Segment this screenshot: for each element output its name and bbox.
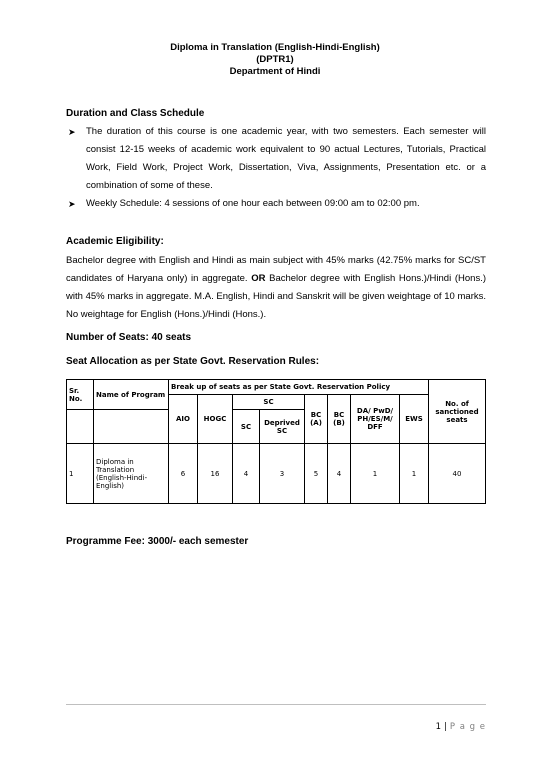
footer-separator: | [444, 722, 447, 732]
allocation-heading: Seat Allocation as per State Govt. Reservation Rules: [66, 356, 320, 367]
list-item [66, 123, 486, 195]
eligibility-text-part2: Bachelor degree with English Hons.)/Hindi (Hons.) with 45% marks in aggregate. M.A. English, Hindi and Sanskrit will be given weightage of 10 marks. No weightage for English (Hons.)/Hindi (Hons.). [66, 273, 486, 320]
cell-program-name: Diploma in Translation (English-Hindi-English) [94, 444, 169, 504]
cell-bc-b: 4 [328, 444, 351, 504]
cell-aio: 6 [169, 444, 198, 504]
fee-heading: Programme Fee: 3000/- each semester [66, 536, 249, 547]
arrow-bullet-icon: ➤ [68, 199, 76, 209]
header-program-name: Name of Program [94, 380, 169, 410]
header-sc-group: SC [233, 395, 305, 410]
header-blank [94, 410, 169, 444]
cell-sr-no: 1 [67, 444, 94, 504]
header-deprived-sc: Deprived SC [260, 410, 305, 444]
header-breakup: Break up of seats as per State Govt. Reservation Policy [169, 380, 429, 395]
seat-allocation-table [66, 379, 486, 504]
table-header-row [67, 380, 486, 395]
header-sanctioned-seats: No. of sanctioned seats [429, 380, 486, 444]
duration-bullet-2: Weekly Schedule: 4 sessions of one hour each between 09:00 am to 02:00 pm. [86, 198, 420, 209]
header-blank [67, 410, 94, 444]
eligibility-heading: Academic Eligibility: [66, 236, 164, 247]
seats-heading: Number of Seats: 40 seats [66, 332, 192, 343]
duration-list [66, 123, 486, 213]
header-sr-no: Sr. No. [67, 380, 94, 410]
footer-divider [66, 704, 486, 705]
cell-ews: 1 [400, 444, 429, 504]
cell-bc-a: 5 [305, 444, 328, 504]
page-number: 1 [435, 722, 442, 732]
duration-bullet-1: The duration of this course is one academic year, with two semesters. Each semester will consist 12-15 weeks of academic work equivalent to 90 actual Lectures, Tutorials, Practical Work, Field Work, Project Work, Dissertation, Viva, Assignments, Presentation etc. or a combination of some of these. [86, 126, 486, 191]
title-line-1: Diploma in Translation (English-Hindi-English) [170, 42, 380, 53]
table-row [67, 444, 486, 504]
cell-sanctioned-seats: 40 [429, 444, 486, 504]
cell-da-pwd: 1 [351, 444, 400, 504]
duration-heading: Duration and Class Schedule [66, 108, 205, 119]
header-aio: AIO [169, 395, 198, 444]
cell-sc: 4 [233, 444, 260, 504]
list-item [66, 195, 486, 213]
header-ews: EWS [400, 395, 429, 444]
page-label: P a g e [449, 722, 486, 732]
cell-hogc: 16 [198, 444, 233, 504]
eligibility-or: OR [251, 273, 266, 284]
header-da-pwd: DA/ PwD/ PH/ES/M/ DFF [351, 395, 400, 444]
header-sc: SC [233, 410, 260, 444]
title-line-2: (DPTR1) [256, 54, 294, 65]
title-line-3: Department of Hindi [229, 66, 321, 77]
eligibility-text-part1: Bachelor degree with English and Hindi as main subject with 45% marks (42.75% marks for SC/ST candidates of Haryana only) in aggregate. [66, 255, 486, 284]
eligibility-text [66, 252, 486, 324]
header-hogc: HOGC [198, 395, 233, 444]
arrow-bullet-icon: ➤ [68, 127, 76, 137]
page-footer [436, 722, 486, 732]
header-bc-a: BC (A) [305, 395, 328, 444]
header-bc-b: BC (B) [328, 395, 351, 444]
cell-deprived-sc: 3 [260, 444, 305, 504]
document-title [0, 42, 550, 78]
